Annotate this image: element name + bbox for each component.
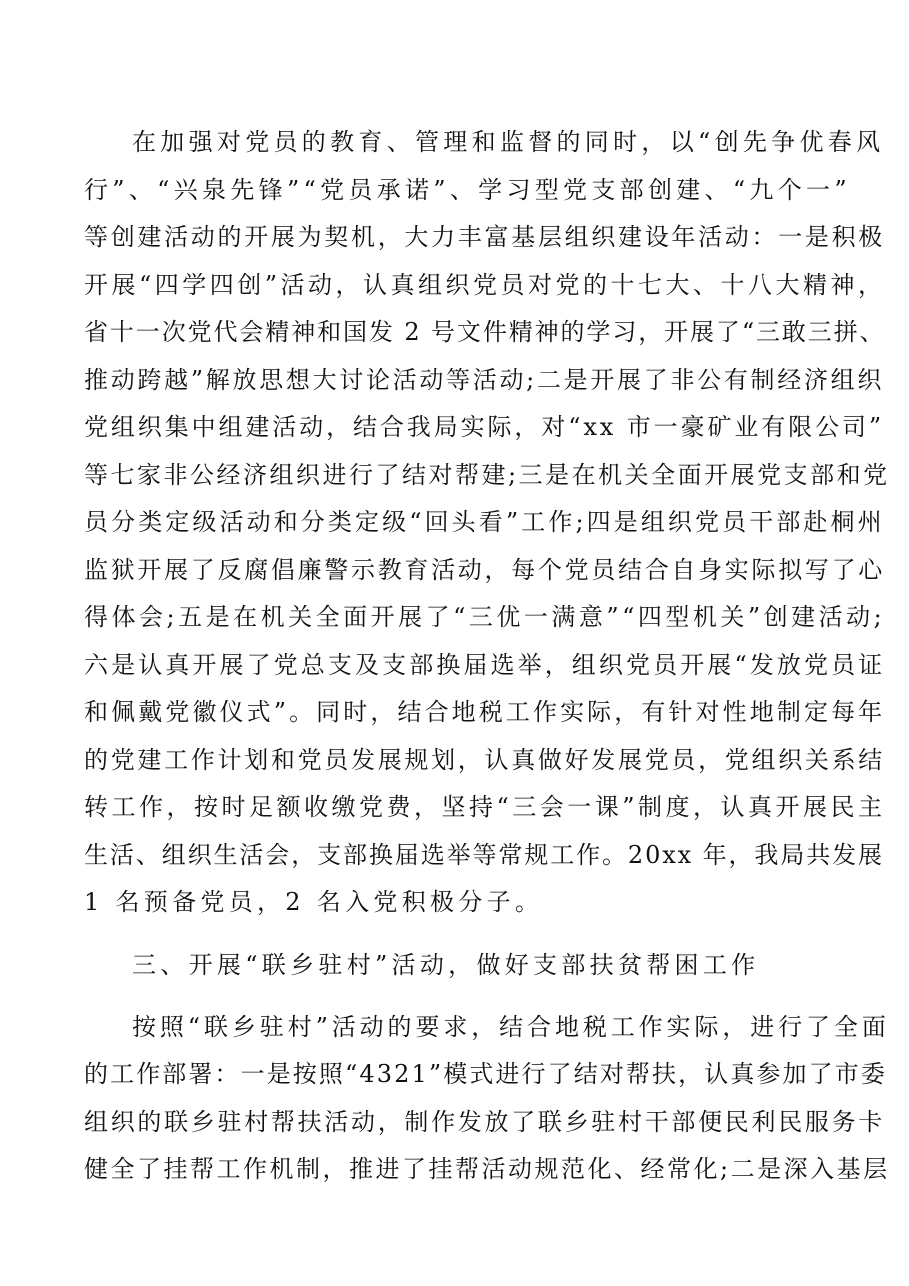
paragraph-line: 等创建活动的开展为契机，大力丰富基层组织建设年活动：一是积极	[84, 223, 885, 251]
paragraph-line: 的工作部署：一是按照“4321”模式进行了结对帮扶，认真参加了市委	[84, 1060, 887, 1088]
paragraph-line: 推动跨越”解放思想大讨论活动等活动;二是开展了非公有制经济组织	[84, 366, 885, 394]
paragraph-line: 健全了挂帮工作机制，推进了挂帮活动规范化、经常化;二是深入基层	[84, 1155, 890, 1183]
paragraph-line: 得体会;五是在机关全面开展了“三优一满意”“四型机关”创建活动;	[84, 603, 886, 631]
section-heading: 三、开展“联乡驻村”活动，做好支部扶贫帮困工作	[132, 951, 760, 979]
paragraph-line: 生活、组织生活会，支部换届选举等常规工作。20xx 年，我局共发展	[84, 841, 884, 869]
paragraph-line: 按照“联乡驻村”活动的要求，结合地税工作实际，进行了全面	[132, 1013, 890, 1041]
paragraph-line: 行”、“兴泉先锋”“党员承诺”、学习型党支部创建、“九个一”	[84, 176, 851, 204]
paragraph-line: 1 名预备党员，2 名入党积极分子。	[84, 888, 544, 916]
paragraph-line: 员分类定级活动和分类定级“回头看”工作;四是组织党员干部赴桐州	[84, 508, 885, 536]
paragraph-line: 党组织集中组建活动，结合我局实际，对“xx 市一豪矿业有限公司”	[84, 413, 885, 441]
paragraph-line: 等七家非公经济组织进行了结对帮建;三是在机关全面开展党支部和党	[84, 461, 890, 489]
paragraph-line: 监狱开展了反腐倡廉警示教育活动，每个党员结合自身实际拟写了心	[84, 556, 885, 584]
paragraph-line: 的党建工作计划和党员发展规划，认真做好发展党员，党组织关系结	[84, 746, 885, 774]
paragraph-line: 转工作，按时足额收缴党费，坚持“三会一课”制度，认真开展民主	[84, 793, 886, 821]
paragraph-line: 省十一次党代会精神和国发 2 号文件精神的学习，开展了“三敢三拼、	[84, 318, 886, 346]
paragraph-line: 组织的联乡驻村帮扶活动，制作发放了联乡驻村干部便民利民服务卡	[84, 1108, 885, 1136]
paragraph-line: 六是认真开展了党总支及支部换届选举，组织党员开展“发放党员证	[84, 651, 886, 679]
paragraph-line: 和佩戴党徽仪式”。同时，结合地税工作实际，有针对性地制定每年	[84, 698, 886, 726]
paragraph-line: 开展“四学四创”活动，认真组织党员对党的十七大、十八大精神，	[84, 271, 886, 299]
paragraph-line: 在加强对党员的教育、管理和监督的同时，以“创先争优春风	[132, 128, 885, 156]
